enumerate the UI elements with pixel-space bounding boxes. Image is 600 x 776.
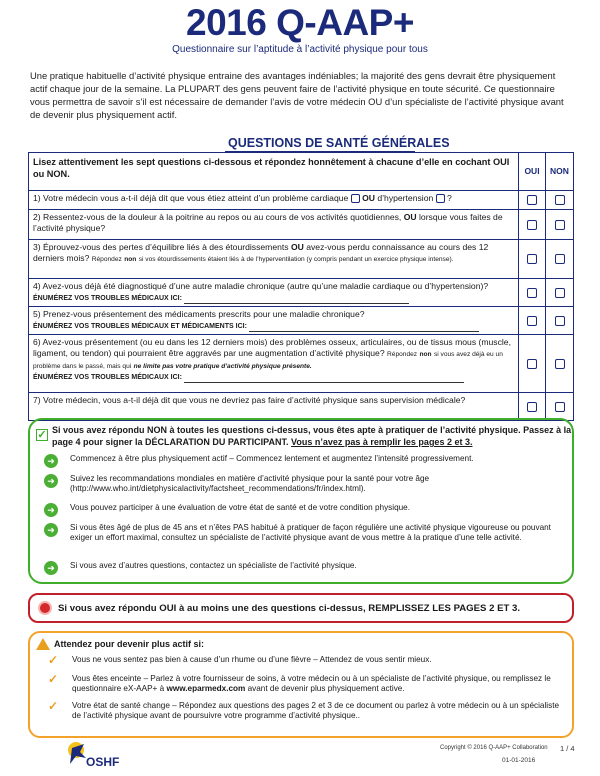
oshf-logo <box>64 738 134 774</box>
yes-cell <box>519 393 546 420</box>
arrow-right-icon: ➜ <box>44 523 58 537</box>
no-cell <box>546 240 573 278</box>
col-yes-header: OUI <box>519 153 546 190</box>
stop-icon <box>38 601 52 615</box>
q3-yes-checkbox[interactable] <box>527 254 537 264</box>
q6-no-checkbox[interactable] <box>555 359 565 369</box>
no-cell <box>546 307 573 334</box>
q7-no-checkbox[interactable] <box>555 402 565 412</box>
wait-box <box>28 631 574 738</box>
no-cell <box>546 393 573 420</box>
all-no-box <box>28 418 574 584</box>
no-cell <box>546 191 573 209</box>
list-item: ✓ Vous êtes enceinte – Parlez à votre fournisseur de soins, à votre médecin ou à un spécialiste de l’activité physique, ou remplissez le questionnaire eX-AAP+ à www.eparmedx.com avant de devenir plus physiquement active. <box>48 672 551 693</box>
question-row-5 <box>29 307 573 335</box>
check-icon: ✓ <box>48 653 59 667</box>
no-cell <box>546 210 573 239</box>
q2-yes-checkbox[interactable] <box>527 220 537 230</box>
arrow-right-icon: ➜ <box>44 474 58 488</box>
q7-yes-checkbox[interactable] <box>527 402 537 412</box>
heart-problem-checkbox[interactable] <box>351 194 360 203</box>
yes-cell <box>519 240 546 278</box>
q1-yes-checkbox[interactable] <box>527 195 537 205</box>
footer-date: 01-01-2016 <box>502 757 536 764</box>
question-1-text: 1) Votre médecin vous a-t-il déjà dit que vous étiez atteint d’un problème cardiaque OU d’hypertension ? <box>29 191 519 209</box>
page-subtitle: Questionnaire sur l’aptitude à l’activité physique pour tous <box>172 44 428 55</box>
question-4-text: 4) Avez-vous déjà été diagnostiqué d’une autre maladie chronique (autre qu’une maladie cardiaque ou d’hypertension)? ÉNUMÉREZ VOS TROUBLES MÉDICAUX ICI: <box>29 279 519 306</box>
question-2-text: 2) Ressentez-vous de la douleur à la poitrine au repos ou au cours de vos activités quotidiennes, OU lorsque vous faites de l’activité physique? <box>29 210 519 239</box>
q2-no-checkbox[interactable] <box>555 220 565 230</box>
hypertension-checkbox[interactable] <box>436 194 445 203</box>
q5-yes-checkbox[interactable] <box>527 316 537 326</box>
question-row-3 <box>29 240 573 279</box>
q5-list-field[interactable] <box>249 323 479 332</box>
logo-text: OSHF <box>86 755 120 769</box>
arrow-right-icon: ➜ <box>44 454 58 468</box>
question-row-2 <box>29 210 573 240</box>
question-6-text: 6) Avez-vous présentement (ou eu dans les 12 derniers mois) des problèmes osseux, articulaires, ou de tissus mous (muscle, ligament, ou tendon) qui pourraient être aggravés par une augmentation d’activité physique? Répondez non si vous avez déjà eu un problème dans le passé, mais qui ne limite pas votre pratique d’activité physique présente. ÉNUMÉREZ VOS TROUBLES MÉDICAUX ICI: <box>29 335 519 392</box>
list-item: ✓ Votre état de santé change – Répondez aux questions des pages 2 et 3 de ce document ou parlez à votre médecin ou à un spécialiste de l’activité physique avant de poursuivre votre programme d’activité physique.. <box>48 699 560 720</box>
any-yes-text: Si vous avez répondu OUI à au moins une des questions ci-dessus, REMPLISSEZ LES PAGES 2 ET 3. <box>58 602 521 614</box>
yes-cell <box>519 335 546 392</box>
q4-no-checkbox[interactable] <box>555 288 565 298</box>
warning-icon <box>36 638 50 650</box>
check-icon: ✓ <box>48 672 59 686</box>
list-item: ✓ Vous ne vous sentez pas bien à cause d’un rhume ou d’une fièvre – Attendez de vous sentir mieux. <box>48 653 432 667</box>
copyright: Copyright © 2016 Q-AAP+ Collaboration <box>440 745 548 751</box>
arrow-right-icon: ➜ <box>44 561 58 575</box>
q6-list-field[interactable] <box>184 374 464 383</box>
list-item: ➜ Si vous avez d’autres questions, contactez un spécialiste de l’activité physique. <box>44 561 564 575</box>
intro-paragraph: Une pratique habituelle d’activité physique entraine des avantages indéniables; la majorité des gens devrait être physiquement actif chaque jour de la semaine. La PLUPART des gens peuvent faire de l’activité physique en toute sécurité. Ce questionnaire vous permettra de savoir s’il est nécessaire de demander l’avis de votre médecin OU d’un spécialiste de l’activité physique avant de devenir plus physiquement actif. <box>30 70 564 120</box>
arrow-right-icon: ➜ <box>44 503 58 517</box>
list-item: ➜ Vous pouvez participer à une évaluation de votre état de santé et de votre condition physique. <box>44 503 564 517</box>
yes-cell <box>519 279 546 306</box>
no-cell <box>546 279 573 306</box>
q4-yes-checkbox[interactable] <box>527 288 537 298</box>
q5-no-checkbox[interactable] <box>555 316 565 326</box>
q6-yes-checkbox[interactable] <box>527 359 537 369</box>
col-no-header: NON <box>550 166 569 176</box>
page-title: 2016 Q-AAP+ <box>186 2 414 43</box>
question-row-4 <box>29 279 573 307</box>
q3-no-checkbox[interactable] <box>555 254 565 264</box>
no-cell <box>546 335 573 392</box>
question-row-7 <box>29 393 573 420</box>
question-row-6 <box>29 335 573 393</box>
q1-no-checkbox[interactable] <box>555 195 565 205</box>
yes-cell <box>519 210 546 239</box>
question-row-1 <box>29 191 573 210</box>
page-number: 1 / 4 <box>560 744 575 753</box>
q4-list-field[interactable] <box>184 295 409 304</box>
question-5-text: 5) Prenez-vous présentement des médicaments prescrits pour une maladie chronique? ÉNUMÉREZ VOS TROUBLES MÉDICAUX ET MÉDICAMENTS ICI: <box>29 307 519 334</box>
list-item: ➜ Suivez les recommandations mondiales en matière d’activité physique pour la santé pour votre âge (http://www.who.int/dietphysicalactivity/factsheet_recommendations/fr/index.html). <box>44 474 564 494</box>
questions-table <box>28 152 574 421</box>
all-no-heading: Si vous avez répondu NON à toutes les questions ci-dessus, vous êtes apte à pratiquer de l’activité physique. Passez à la page 4 pour signer la DÉCLARATION DU PARTICIPANT. Vous n’avez pas à remplir les pages 2 et 3. <box>52 425 572 447</box>
any-yes-box <box>28 593 574 623</box>
list-item: ➜ Commencez à être plus physiquement actif – Commencez lentement et augmentez l’intensité progressivement. <box>44 454 564 468</box>
table-instruction: Lisez attentivement les sept questions ci-dessous et répondez honnêtement à chacune d’elle en cochant OUI ou NON. <box>29 153 519 190</box>
yes-cell <box>519 191 546 209</box>
question-7-text: 7) Votre médecin, vous a-t-il déjà dit que vous ne devriez pas faire d’activité physique sans supervision médicale? <box>29 393 519 420</box>
check-icon: ✓ <box>48 699 59 713</box>
section-title: QUESTIONS DE SANTÉ GÉNÉRALES <box>228 136 450 150</box>
yes-cell <box>519 307 546 334</box>
list-item: ➜ Si vous êtes âgé de plus de 45 ans et n’êtes PAS habitué à pratiquer de façon régulière une activité physique vigoureuse ou pouvant exiger un effort maximal, consultez un spécialiste de l’activité physique avant de vous mettre à la pratique d’une telle activité. <box>44 523 564 543</box>
wait-heading: Attendez pour devenir plus actif si: <box>36 638 204 650</box>
table-header-row <box>29 153 573 191</box>
green-check-icon: ✓ <box>37 429 47 441</box>
question-3-text: 3) Éprouvez-vous des pertes d’équilibre liés à des étourdissements OU avez-vous perdu connaissance au cours des 12 derniers mois? Répondez non si vos étourdissements étaient liés à de l’hyperventilation (y compris pendant un exercice physique intense). <box>29 240 519 278</box>
